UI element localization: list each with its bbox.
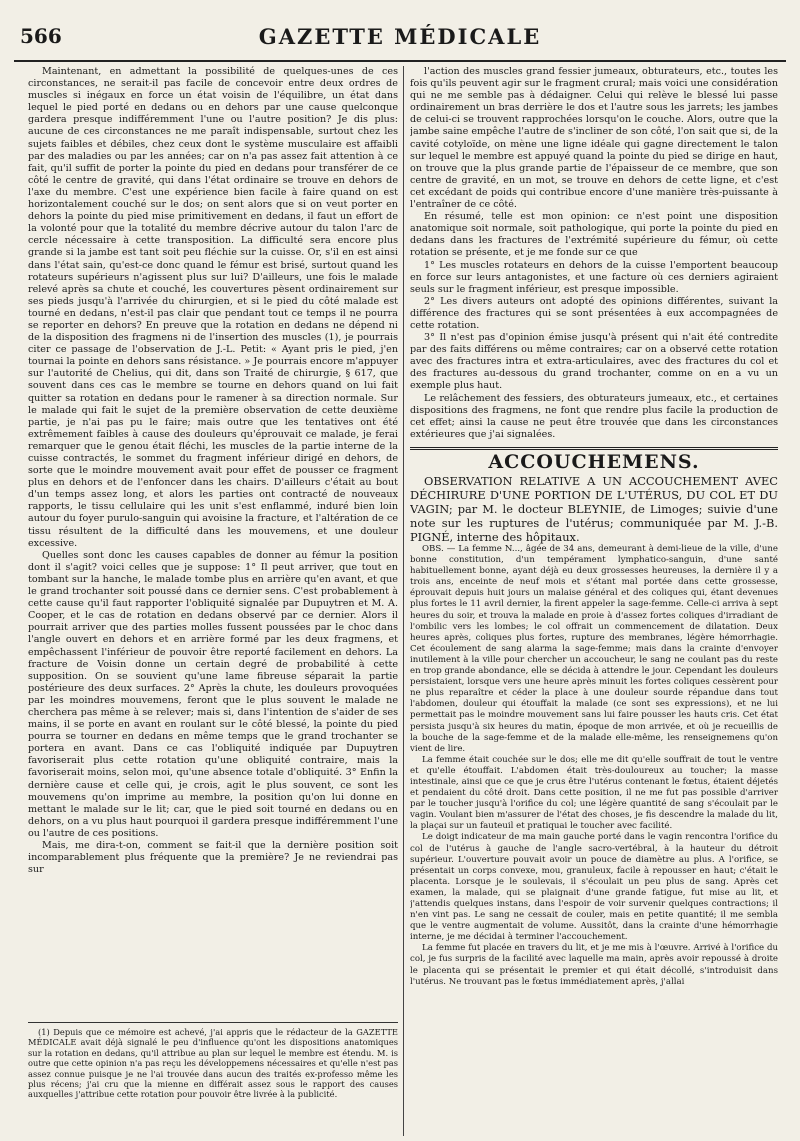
section-title: ACCOUCHEMENS. bbox=[488, 450, 700, 473]
section-rule bbox=[410, 447, 778, 450]
observation-paragraph: Le doigt indicateur de ma main gauche porté dans le vagin rencontra l'orifice du col de l'utérus à gauche de l'angle sacro-vertébral, à la hauteur du détroit supérieur. L'ouverture pouvait avoir un pouce de diamètre au plus. A l'orifice, se présentait un corps convexe, mou, granuleux, facile à repousser en haut; c'était le placenta. Lorsque je le soulevais, il s'écoulait un peu plus de sang. Après cet examen, la malade, qui se plaignait d'une grande fatigue, fut mise au lit, et j'attendis quelques instans, dans l'espoir de voir survenir quelques contractions; il n'en vint pas. Le sang ne cessait de couler, mais en petite quantité; il me sembla que le ventre augmentait de volume. Aussitôt, dans la crainte d'une hémorrhagie interne, je me décidai à terminer l'accouchement. bbox=[410, 832, 778, 943]
footnote-text: (1) Depuis que ce mémoire est achevé, j'ai appris que le rédacteur de la GAZETTE MÉDICALE avait déjà signalé le peu d'influence qu'ont les dispositions anatomiques sur la rotation en dedans, qu'il attribue au plan sur lequel le membre est étendu. M. is outre que cette opinion n'a pas reçu les développemens nécessaires et qu'elle n'est pas assez connue puisque je ne l'ai trouvée dans aucun des traités ex-professo même les plus récens; j'ai cru que la mienne en différait assez sous le rapport des causes auxquelles j'attribue cette rotation pour pouvoir être livrée à la publicité. bbox=[28, 1027, 398, 1100]
column-divider bbox=[403, 66, 404, 1136]
footnote bbox=[28, 1027, 398, 1100]
left-paragraph: Quelles sont donc les causes capables de donner au fémur la position dont il s'agit? voici celles que je suppose: 1° Il peut arriver, que tout en tombant sur la hanche, le malade tombe plus en arrière qu'en avant, et que le grand trochanter soit poussé dans ce dernier sens. C'est probablement à cette cause qu'il faut rapporter l'obliquité signalée par Dupuytren et M. A. Cooper, et le cas de rotation en dedans observé par ce dernier. Alors il pourrait arriver que des parties molles fussent poussées par le choc dans l'angle ouvert en dehors et en arrière formé par les deux fragmens, et empêchassent l'inférieur de pouvoir être reporté facilement en dehors. La fracture de Voisin donne un certain degré de probabilité à cette supposition. On se souvient qu'une lame fibreuse séparait la partie postérieure des deux surfaces. 2° Après la chute, les douleurs provoquées par les moindres mouvemens, feront que le plus souvent le malade ne cherchera pas même à se relever; mais si, dans l'intention de s'aider de ses mains, il se porte en avant en roulant sur le côté blessé, la pointe du pied pourra se tourner en dedans en même temps que le grand trochanter se portera en avant. Dans ce cas l'obliquité indiquée par Dupuytren favoriserait plus cette rotation qu'une obliquité contraire, mais la favoriserait moins, selon moi, qu'une absence totale d'obliquité. 3° Enfin la dernière cause et celle qui, je crois, agit le plus souvent, ce sont les mouvemens qu'on imprime au membre, la position qu'on lui donne en mettant le malade sur le lit; car, que le pied soit tourné en dedans ou en dehors, on a vu plus haut pourquoi il gardera presque indifféremment l'une ou l'autre de ces positions. bbox=[28, 549, 398, 839]
observation-paragraph: La femme était couchée sur le dos; elle me dit qu'elle souffrait de tout le ventre et qu'elle étouffait. L'abdomen était très-douloureux au toucher; la masse intestinale, ainsi que ce que je crus être l'utérus contenant le fœtus, étaient déjetés et pendaient du côté droit. Dans cette position, il ne me fut pas possible d'arriver par le toucher jusqu'à l'orifice du col; une légère quantité de sang s'écoulait par le vagin. Voulant bien m'assurer de l'état des choses, je fis descendre la malade du lit, la plaçai sur un fauteuil et pratiquai le toucher avec facilité. bbox=[410, 754, 778, 832]
page-number: 566 bbox=[20, 24, 62, 48]
left-column bbox=[28, 66, 398, 1016]
right-paragraph: 1° Les muscles rotateurs en dehors de la cuisse l'emportent beaucoup en force sur leurs antagonistes, et une facture où ces derniers agiraient seuls sur le fragment inférieur, est presque impossible. bbox=[410, 259, 778, 295]
article-title: OBSERVATION RELATIVE A UN ACCOUCHEMENT AVEC DÉCHIRURE D'UNE PORTION DE L'UTÉRUS, DU COL ET DU VAGIN; par M. le docteur BLEYNIE, de Limoges; suivie d'une note sur les ruptures de l'utérus; communiquée par M. J.-B. PIGNÉ, interne des hôpitaux. bbox=[410, 474, 778, 544]
left-paragraph: Maintenant, en admettant la possibilité de quelques-unes de ces circonstances, ne serait-il pas facile de concevoir entre deux ordres de muscles si inégaux en force un état voisin de l'équilibre, un état dans lequel le pied porté en dedans ou en dehors par une cause quelconque gardera presque indifféremment l'une ou l'autre position? Je dis plus: aucune de ces circonstances ne me paraît indispensable, surtout chez les sujets faibles et débiles, chez ceux dont le système musculaire est affaibli par des maladies ou par les années; car on n'a pas assez fait attention à ce fait, qu'il suffit de porter la pointe du pied en dedans pour transférer de ce côté le centre de gravité, qui dans l'état ordinaire se trouve en dehors de l'axe du membre. C'est une expérience bien facile à faire quand on est horizontalement couché sur le dos; on sent alors que si on veut porter en dehors la pointe du pied mise primitivement en dedans, il faut un effort de la volonté pour que la totalité du membre décrive autour du talon l'arc de cercle nécessaire à cette transposition. La difficulté sera encore plus grande si la jambe est tant soit peu fléchie sur la cuisse. Or, s'il en est ainsi dans l'état sain, qu'est-ce donc quand le fémur est brisé, surtout quand les rotateurs supérieurs n'agissent plus sur lui? D'ailleurs, une fois le malade relevé après sa chute et couché, les couvertures pèsent ordinairement sur ses pieds jusqu'à l'arrivée du chirurgien, et si le pied du côté malade est tourné en dedans, n'est-il pas clair que pendant tout ce temps il ne pourra se reporter en dehors? En preuve que la rotation en dedans ne dépend ni de la disposition des fragmens ni de l'insertion des muscles (1), je pourrais citer ce passage de l'observation de J.-L. Petit: « Ayant pris le pied, j'en tournai la pointe en dehors sans résistance. » Je pourrais encore m'appuyer sur l'autorité de Chelius, qui dit, dans son Traité de chirurgie, § 617, que souvent dans ces cas le membre se tourne en dehors quand on lui fait quitter sa rotation en dedans pour le ramener à sa direction normale. Sur le malade qui fait le sujet de la première observation de cette deuxième partie, je n'ai pas pu le faire; mais outre que les tentatives ont été extrêmement faibles à cause des douleurs qu'éprouvait ce malade, je ferai remarquer que le genou était fléchi, les muscles de la partie interne de la cuisse contractés, le sommet du fragment inférieur dirigé en dehors, de sorte que le moindre mouvement avait pour effet de pousser ce fragment plus en dehors et de l'enfoncer dans les chairs. D'ailleurs c'était au bout d'un temps assez long, et alors les parties ont contracté de nouveaux rapports, le tissu cellulaire qui les unit s'est enflammé, induré bien loin autour du foyer purulo-sanguin qui avoisine la fracture, et l'altération de ce tissu résultent de la difficulté dans les mouvemens, et une douleur excessive. bbox=[28, 66, 398, 549]
header-rule bbox=[14, 60, 786, 62]
observation-body bbox=[410, 544, 778, 988]
right-paragraph: l'action des muscles grand fessier jumeaux, obturateurs, etc., toutes les fois qu'ils peuvent agir sur le fragment crural; mais voici une considération qui ne me semble pas à dédaigner. Celui qui relève le blessé lui passe ordinairement un bras derrière le dos et l'autre sous les jarrets; les jambes de celui-ci se trouvent rapprochées lorsqu'on le couche. Alors, outre que la jambe saine empêche l'autre de s'incliner de son côté, l'on sait que si, de la cavité cotyloïde, on mène une ligne idéale qui gagne directement le talon sur lequel le membre est appuyé quand la pointe du pied se dirige en haut, on trouve que la plus grande partie de l'épaisseur de ce membre, que son centre de gravité, en un mot, se trouve en dehors de cette ligne, et c'est cet excédant de poids qui contribue encore d'une manière très-puissante à l'entraîner de ce côté. bbox=[410, 66, 778, 211]
observation-paragraph: OBS. — La femme N..., âgée de 34 ans, demeurant à demi-lieue de la ville, d'une bonne constitution, d'un tempérament lymphatico-sanguin, d'une santé habituellement bonne, ayant déjà eu deux grossesses heureuses, la dernière il y a trois ans, enceinte de neuf mois et s'étant mal portée dans cette grossesse, éprouvait depuis huit jours un malaise général et des coliques qui, étant devenues plus fortes le 11 avril dernier, la firent appeler la sage-femme. Celle-ci arriva à sept heures du soir, et trouva la malade en proie à d'assez fortes coliques d'irradiant de l'ombilic vers les lombes; le col offrait un commencement de dilatation. Deux heures après, coliques plus fortes, rupture des membranes, légère hémorrhagie. Cet écoulement de sang alarma la sage-femme; mais dans la crainte d'envoyer inutilement à la ville pour chercher un accoucheur, le sang ne coulant pas du reste en trop grande abondance, elle se décida à attendre le jour. Cependant les douleurs persistaient, lorsque vers une heure après minuit les fortes coliques cessèrent pour ne plus reparaître et céder la place à une douleur sourde répandue dans tout l'abdomen, douleur qui étouffait la malade (ce sont ses expressions), et ne lui permettait pas le moindre mouvement sans lui faire pousser les hauts cris. Cet état persista jusqu'à six heures du matin, époque de mon arrivée, et où je recueillis de la bouche de la sage-femme et de la malade elle-même, les renseignemens qu'on vient de lire. bbox=[410, 544, 778, 754]
right-paragraph: En résumé, telle est mon opinion: ce n'est point une disposition anatomique soit normale, soit pathologique, qui porte la pointe du pied en dedans dans les fractures de l'extrémité supérieure du fémur, où cette rotation se présente, et je me fonde sur ce que bbox=[410, 211, 778, 259]
observation-paragraph: La femme fut placée en travers du lit, et je me mis à l'œuvre. Arrivé à l'orifice du col, je fus surpris de la facilité avec laquelle ma main, après avoir repoussé à droite le placenta qui se présentait le premier et qui était décollé, s'introduisit dans l'utérus. Ne trouvant pas le fœtus immédiatement après, j'allai bbox=[410, 943, 778, 987]
right-column bbox=[410, 66, 778, 1136]
right-paragraph: 3° Il n'est pas d'opinion émise jusqu'à présent qui n'ait été contredite par des faits différens ou même contraires; car on a observé cette rotation avec des fractures intra et extra-articulaires, avec des fractures du col et des fractures au-dessous du grand trochanter, comme on en a vu un exemple plus haut. bbox=[410, 332, 778, 392]
page-header bbox=[14, 18, 786, 58]
right-paragraph: Le relâchement des fessiers, des obturateurs jumeaux, etc., et certaines dispositions des fragmens, ne font que rendre plus facile la production de cet effet; ainsi la cause ne peut être trouvée que dans les circonstances extérieures que j'ai signalées. bbox=[410, 392, 778, 440]
journal-title: GAZETTE MÉDICALE bbox=[258, 24, 542, 49]
footnote-rule bbox=[28, 1022, 398, 1023]
right-paragraph: 2° Les divers auteurs ont adopté des opinions différentes, suivant la différence des fractures qui se sont présentées à eux accompagnées de cette rotation. bbox=[410, 295, 778, 331]
left-paragraph: Mais, me dira-t-on, comment se fait-il que la dernière position soit incomparablement plus fréquente que la première? Je ne reviendrai pas sur bbox=[28, 840, 398, 876]
